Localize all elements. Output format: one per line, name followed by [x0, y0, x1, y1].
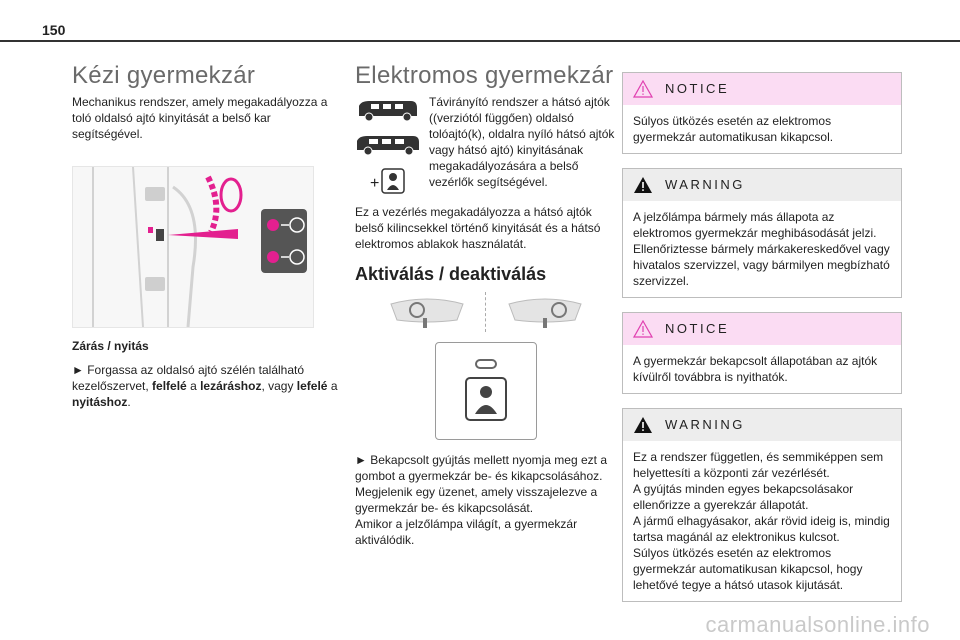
notice-header	[623, 313, 901, 345]
warning-body	[623, 441, 901, 601]
warning-header	[623, 169, 901, 201]
warning-box	[622, 168, 902, 298]
bullet-arrow: ►	[72, 363, 84, 377]
instruction-up: felfelé	[152, 379, 187, 393]
vehicle-text: Távirányító rendszer a hátsó ajtók ((verziótól függően) oldalsó tolóajtó(k), oldalra nyíló hátsó ajtók vagy hátsó ajtó) kinyitásának megakadályozására a belső vezérlők segítségével.	[429, 95, 615, 189]
minibus-icon	[355, 132, 421, 156]
vehicle-icons	[355, 94, 421, 196]
section-title-electric-lock: Elektromos gyermekzár	[355, 62, 614, 89]
notice-body: Súlyos ütközés esetén az elektromos gyermekzár automatikusan kikapcsol.	[633, 114, 834, 144]
notice-warning-triangle-icon	[633, 320, 653, 338]
warning-line: A gyújtás minden egyes bekapcsolásakor ellenőrizze a gyerekzár állapotát.	[633, 482, 854, 512]
manual-child-lock-column	[72, 62, 342, 416]
warning-header	[623, 409, 901, 441]
instruction-part: a	[327, 379, 338, 393]
page-number: 150	[42, 22, 66, 38]
warning-triangle-icon	[633, 176, 653, 194]
lock-unlock-subtitle: Zárás / nyitás	[72, 339, 149, 353]
instruction-part: .	[127, 395, 131, 409]
left-control-icon	[387, 294, 467, 330]
notice-title: NOTICE	[665, 81, 730, 96]
bullet-arrow: ►	[355, 453, 367, 467]
warning-body: A jelzőlámpa bármely más állapota az elektromos gyermekzár meghibásodását jelzi. Ellenőriztesse bármely márkakereskedővel vagy hivatalos szervizzel, vagy bármilyen megbízható szervizzel.	[633, 210, 890, 288]
instruction-lock: lezáráshoz	[200, 379, 262, 393]
activation-subtitle: Aktiválás / deaktiválás	[355, 264, 547, 284]
svg-text:+: +	[370, 175, 380, 192]
header-rule	[0, 40, 960, 42]
notice-warning-triangle-icon	[633, 80, 653, 98]
indicator-text: Amikor a jelzőlámpa világít, a gyermekzár aktiválódik.	[355, 517, 578, 547]
instruction-part: , vagy	[261, 379, 297, 393]
activation-step: Bekapcsolt gyújtás mellett nyomja meg ezt a gombot a gyermekzár be- és kikapcsolásához.	[355, 453, 608, 483]
mirror-control-illustration	[355, 292, 617, 332]
section-title-manual-lock: Kézi gyermekzár	[72, 62, 256, 89]
notices-column	[622, 72, 902, 616]
manual-lock-instruction	[72, 362, 342, 410]
warning-title: WARNING	[665, 177, 745, 192]
electric-child-lock-column	[355, 62, 617, 554]
notice-header	[623, 73, 901, 105]
instruction-down: lefelé	[296, 379, 328, 393]
warning-triangle-icon	[633, 416, 653, 434]
door-lock-drawing	[73, 167, 313, 327]
notice-box	[622, 312, 902, 394]
watermark: carmanualsonline.info	[705, 612, 930, 637]
warning-line: Ez a rendszer független, és semmiképpen sem helyettesíti a központi zár vezérlését.	[633, 450, 884, 480]
notice-title: NOTICE	[665, 321, 730, 336]
divider	[485, 292, 487, 332]
child-lock-button-illustration	[435, 342, 537, 440]
warning-box	[622, 408, 902, 602]
message-text: Megjelenik egy üzenet, amely visszajelezve a gyermekzár be- és kikapcsolását.	[355, 485, 598, 515]
notice-box	[622, 72, 902, 154]
activation-instruction	[355, 452, 617, 548]
vehicle-description	[355, 94, 617, 196]
warning-line: Súlyos ütközés esetén az elektromos gyermekzár automatikusan kikapcsol, hogy lehetővé tegye a hátsó utasok kijutását.	[633, 546, 863, 592]
child-lock-button-icon	[451, 356, 521, 426]
child-lock-option-icon	[368, 166, 408, 196]
van-icon	[355, 98, 421, 122]
right-control-icon	[505, 294, 585, 330]
notice-body: A gyermekzár bekapcsolt állapotában az ajtók kívülről továbbra is nyithatók.	[633, 354, 878, 384]
intro-text: Mechanikus rendszer, amely megakadályozza a toló oldalsó ajtó kinyitását a belső kar segítségével.	[72, 95, 328, 141]
warning-line: A jármű elhagyásakor, akár rövid ideig is, mindig tartsa magánál az elektronikus kulcsot.	[633, 514, 890, 544]
instruction-unlock: nyitáshoz	[72, 395, 128, 409]
instruction-part: Forgassa az oldalsó ajtó szélén található kezelőszervet,	[72, 363, 305, 393]
door-lock-illustration	[72, 166, 314, 328]
electric-lock-description: Ez a vezérlés megakadályozza a hátsó ajtók belső kilincsekkel történő kinyitását és a hátsó elektromos ablakok használatát.	[355, 205, 601, 251]
instruction-part: a	[186, 379, 201, 393]
warning-title: WARNING	[665, 417, 745, 432]
